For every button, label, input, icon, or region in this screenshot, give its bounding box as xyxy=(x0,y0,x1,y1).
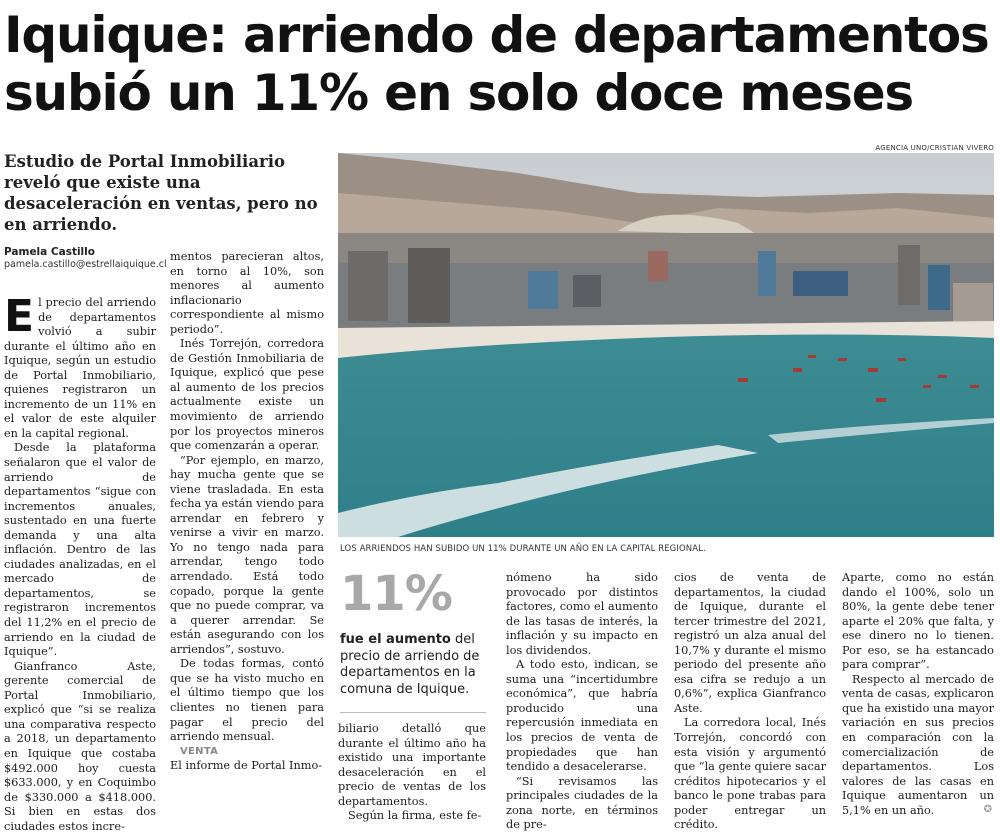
pullquote-figure: 11% xyxy=(340,566,452,622)
paragraph: De todas formas, contó que se ha visto mucho en el último tiempo que los clientes no tienen para pagar el precio del arriendo mensual. xyxy=(170,657,324,744)
lead-text: l precio del arriendo de departamentos volvió a subir durante el último año en Iquique, según un estudio de Portal Inmobiliario, quienes registraron un incremento de un 11% en el valor de este alquiler en la capital regional. xyxy=(4,296,156,440)
author-name: Pamela Castillo xyxy=(4,246,95,258)
paragraph: Aparte, como no están dando el 100%, solo un 80%, la gente debe tener aparte el 20% que falta, y ese dinero no lo tienen. Por eso, se ha estancado para comprar”. xyxy=(842,571,994,672)
paragraph: Según la firma, este fe- xyxy=(348,809,482,823)
lead-paragraph xyxy=(4,291,156,441)
paragraph: La corredora local, Inés Torrejón, concordó con esta visión y argumentó que “la gente quiere sacar créditos hipotecarios y el banco le pone trabas para poder entregar un crédito. xyxy=(674,716,826,832)
paragraph: Respecto al mercado de venta de casas, explicaron que ha existido una mayor variación en sus precios en comparación con la comercialización de departamentos. Los valores de las casas en Iquique aumentaron un 5,1% en un año. xyxy=(842,672,994,817)
paragraph: A todo esto, indican, se suma una “incertidumbre económica”, que habría producido una repercusión inmediata en los precios de venta de propiedades que han tendido a desacelerarse. xyxy=(506,658,658,774)
paragraph: “Por ejemplo, en marzo, hay mucha gente que se viene trasladada. En esta fecha ya están viendo para arrendar en febrero y venirse a vivir en marzo. Yo no tengo nada para arrendar, tengo todo arrendado. Está todo copado, porque la gente que no puede comprar, va a querer arrendar. Se están asegurando con los arriendos”, sostuvo. xyxy=(170,453,324,656)
article-column-5 xyxy=(674,571,826,833)
paragraph: biliario detalló que durante el último año ha existido una importante desaceleración en el precio de ventas de los departamentos. xyxy=(338,722,486,808)
photo-iquique-coast xyxy=(338,153,994,537)
article-column-4 xyxy=(506,571,658,833)
article-column-6 xyxy=(842,571,994,818)
paragraph: mentos parecieran altos, en torno al 10%, son menores al aumento inflacionario correspondiente al mismo periodo”. xyxy=(170,250,324,336)
paragraph: Inés Torrejón, corredora de Gestión Inmobiliaria de Iquique, explicó que pese al aumento de los precios actualmente existe un movimiento de arriendo por los proyectos mineros que comenzarán a operar. xyxy=(170,337,324,453)
pullquote-rest: del precio de arriendo de departamentos en la comuna de Iquique. xyxy=(340,632,480,697)
article-column-1 xyxy=(4,291,156,834)
photo-credit: AGENCIA UNO/CRISTIAN VIVERO xyxy=(875,144,994,152)
pullquote-divider xyxy=(340,712,486,713)
paragraph: El informe de Portal Inmo- xyxy=(170,759,323,773)
dropcap: E xyxy=(4,291,35,342)
section-heading-venta: VENTA xyxy=(180,745,219,757)
end-mark-icon: ✪ xyxy=(983,804,992,815)
author-email: pamela.castillo@estrellaiquique.cl xyxy=(4,259,167,270)
paragraph: nómeno ha sido provocado por distintos factores, como el aumento de las tasas de interés, la inflación y su impacto en los dividendos. xyxy=(506,571,658,657)
headline: Iquique: arriendo de departamentos subió un 11% en solo doce meses xyxy=(4,6,989,122)
byline xyxy=(4,246,169,271)
pullquote-text xyxy=(340,632,490,698)
paragraph: “Si revisamos las principales ciudades de la zona norte, en términos de pre- xyxy=(506,774,658,832)
pullquote-bold: fue el aumento xyxy=(340,632,451,647)
paragraph: Desde la plataforma señalaron que el valor de arriendo de departamentos “sigue con incrementos anuales, sustentado en una fuerte demanda y una alta inflación. Dentro de las ciudades analizadas, en el mercado de departamentos, se registraron incrementos del 11,2% en el precio de arriendo en la ciudad de Iquique”. xyxy=(4,441,156,659)
article-column-2 xyxy=(170,250,324,774)
paragraph: cios de venta de departamentos, la ciudad de Iquique, durante el tercer trimestre del 2021, registró un alza anual del 10,7% y durante el mismo periodo del presente año esa cifra se redujo a un 0,6%”, explica Gianfranco Aste. xyxy=(674,571,826,715)
article-column-3 xyxy=(338,722,486,824)
dek-subtitle: Estudio de Portal Inmobiliario reveló que existe una desaceleración en ventas, pero no en arriendo. xyxy=(4,152,318,234)
photo-caption: LOS ARRIENDOS HAN SUBIDO UN 11% DURANTE UN AÑO EN LA CAPITAL REGIONAL. xyxy=(340,544,706,554)
paragraph: Gianfranco Aste, gerente comercial de Portal Inmobiliario, explicó que “si se realiza una comparativa respecto a 2018, un departamento en Iquique que costaba $492.000 hoy cuesta $633.000, y en Coquimbo de $330.000 a $418.000. Si bien en estas dos ciudades estos incre- xyxy=(4,659,156,833)
photo-illustration xyxy=(338,153,994,537)
